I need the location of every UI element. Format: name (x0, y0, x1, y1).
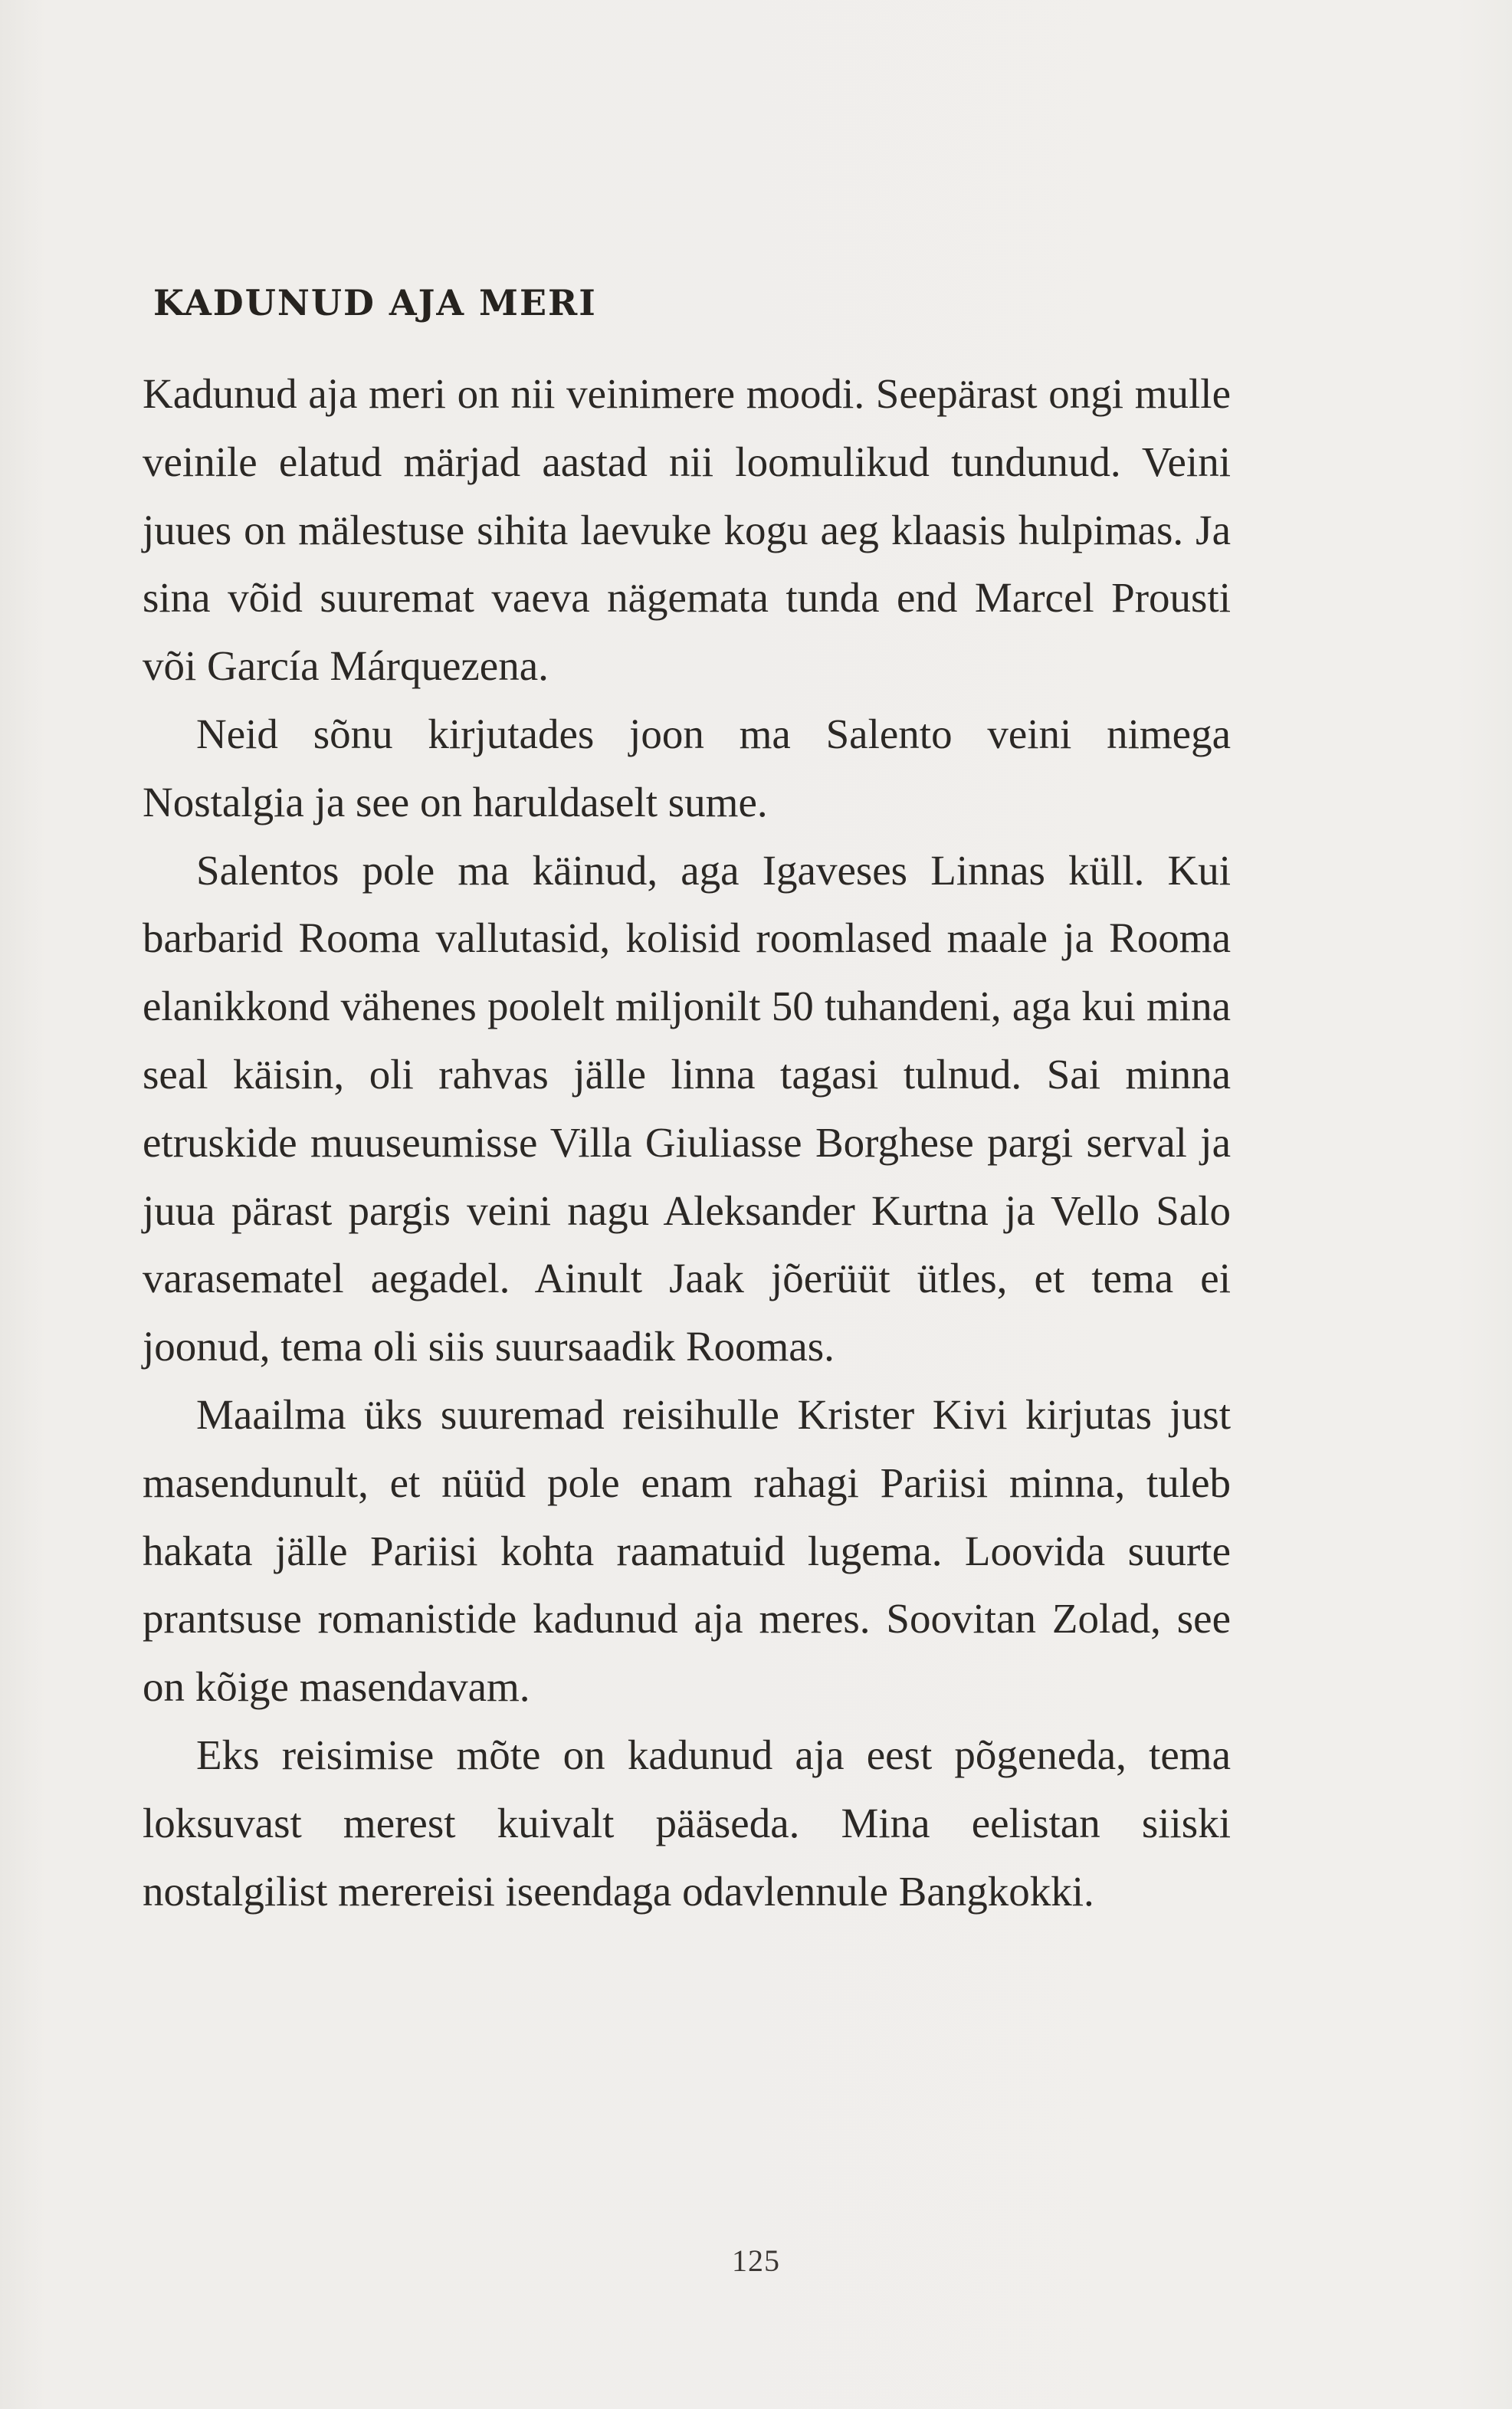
paragraph-3: Salentos pole ma käinud, aga Igaveses Linnas küll. Kui barbarid Rooma vallutasid, kolisid roomlased maale ja Rooma elanikkond vähenes poolelt miljonilt 50 tuhandeni, aga kui mina seal käisin, oli rahvas jälle linna tagasi tulnud. Sai minna etruskide muuseumisse Villa Giuliasse Borghese pargi serval ja juua pärast pargis veini nagu Aleksander Kurtna ja Vello Salo varasematel aegadel. Ainult Jaak jõerüüt ütles, et tema ei joonud, tema oli siis suursaadik Roomas. (143, 846, 1231, 1370)
page-number: 125 (732, 2243, 780, 2278)
paragraph-4: Maailma üks suuremad reisihulle Krister Kivi kirjutas just masendunult, et nüüd pole enam rahagi Pariisi minna, tuleb hakata jälle Pariisi kohta raamatuid lugema. Loovida suurte prantsuse romanistide kadunud aja meres. Soovitan Zolad, see on kõige masendavam. (143, 1390, 1231, 1711)
paragraph-2: Neid sõnu kirjutades joon ma Salento veini nimega Nostalgia ja see on haruldaselt sume. (143, 710, 1231, 825)
chapter-text (143, 276, 1231, 1925)
chapter-heading: KADUNUD AJA MERI (153, 282, 597, 323)
paragraph-5: Eks reisimise mõte on kadunud aja eest põgeneda, tema loksuvast merest kuivalt pääseda. Mina eelistan siiski nostalgilist merereisi iseendaga odavlennule Bangkokki. (143, 1731, 1231, 1915)
paragraph-1: Kadunud aja meri on nii veinimere moodi. Seepärast ongi mulle veinile elatud märjad aastad nii loomulikud tundunud. Veini juues on mälestuse sihita laevuke kogu aeg klaasis hulpimas. Ja sina võid suuremat vaeva nägemata tunda end Marcel Prousti või García Márquezena. (143, 370, 1231, 690)
